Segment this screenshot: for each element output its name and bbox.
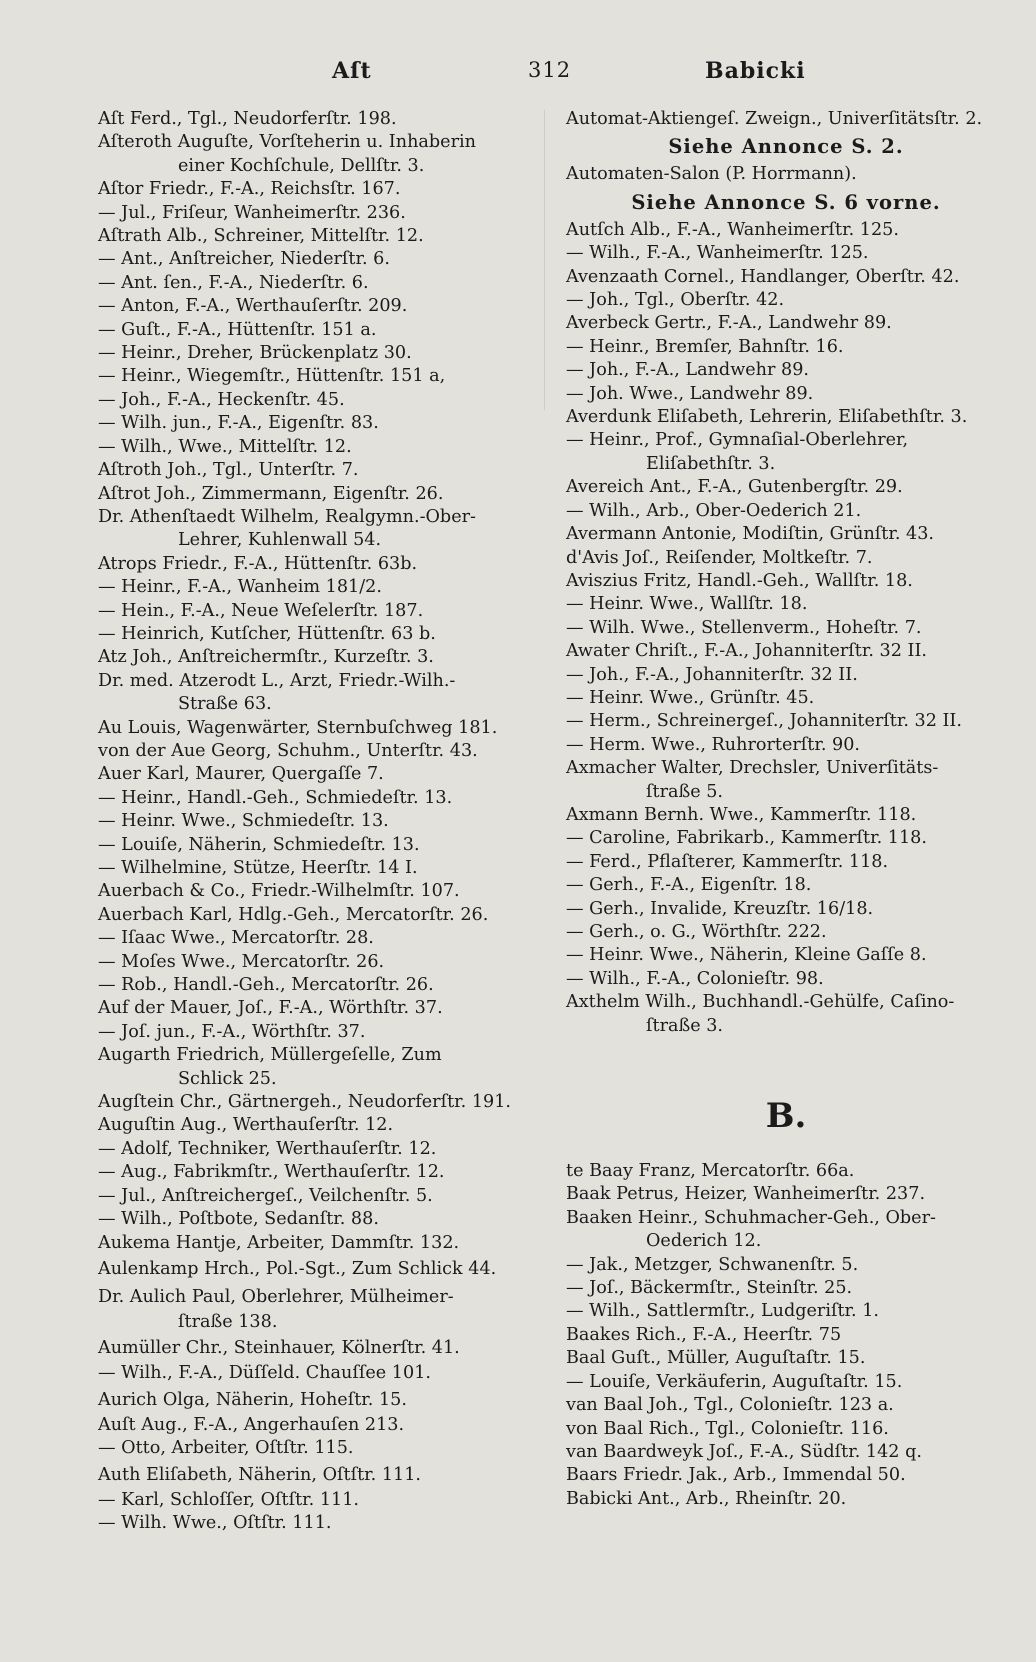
directory-entry: — Heinr., Bremſer, Bahnſtr. 16. [566,336,844,357]
directory-entry: — Louiſe, Näherin, Schmiedeſtr. 13. [98,834,420,855]
directory-entry: Averbeck Gertr., F.-A., Landwehr 89. [566,313,892,334]
column-divider [544,110,545,410]
directory-entry: — Moſes Wwe., Mercatorſtr. 26. [98,951,385,972]
directory-entry: Auerbach & Co., Friedr.-Wilhelmſtr. 107. [98,881,460,902]
directory-entry: — Heinr., Wiegemſtr., Hüttenſtr. 151 a, [98,366,446,387]
directory-entry: — Rob., Handl.-Geh., Mercatorſtr. 26. [98,975,434,996]
header-left-keyword: Aſt [332,58,372,84]
directory-entry: Averdunk Eliſabeth, Lehrerin, Eliſabethſtr. 3. [566,407,968,428]
directory-entry-continuation: einer Kochſchule, Dellſtr. 3. [178,155,425,176]
directory-entry: — Hein., F.-A., Neue Weſelerſtr. 187. [98,600,424,621]
directory-entry: — Iſaac Wwe., Mercatorſtr. 28. [98,928,374,949]
directory-entry: Avenzaath Cornel., Handlanger, Oberſtr. 42. [566,266,960,287]
directory-entry: — Otto, Arbeiter, Oſtſtr. 115. [98,1438,354,1459]
directory-entry: — Wilh., Sattlermſtr., Ludgeriſtr. 1. [566,1301,879,1322]
directory-entry: — Heinr. Wwe., Grünſtr. 45. [566,687,815,708]
directory-entry: — Heinr., Prof., Gymnaſial-Oberlehrer, [566,430,909,451]
directory-entry: — Ant., Anſtreicher, Niederſtr. 6. [98,249,390,270]
directory-entry: Baak Petrus, Heizer, Wanheimerſtr. 237. [566,1184,926,1205]
directory-entry: — Heinr., Handl.-Geh., Schmiedeſtr. 13. [98,787,453,808]
directory-entry: — Wilh. jun., F.-A., Eigenſtr. 83. [98,413,379,434]
directory-entry: Auer Karl, Maurer, Quergaſſe 7. [98,764,384,785]
directory-entry: — Joh., F.-A., Landwehr 89. [566,360,809,381]
directory-entry: — Gerh., o. G., Wörthſtr. 222. [566,922,827,942]
directory-entry: Dr. Aulich Paul, Oberlehrer, Mülheimer- [98,1286,454,1307]
directory-entry-continuation: ſtraße 3. [646,1015,724,1036]
directory-entry-continuation: Lehrer, Kuhlenwall 54. [178,530,382,551]
directory-entry: — Herm. Wwe., Ruhrorterſtr. 90. [566,734,860,755]
directory-entry: — Joh., Tgl., Oberſtr. 42. [566,290,785,311]
directory-entry-continuation: Straße 63. [178,694,272,715]
directory-entry: — Wilh., Wwe., Mittelſtr. 12. [98,436,352,457]
directory-entry: Awater Chriſt., F.-A., Johanniterſtr. 32 II. [566,641,927,662]
directory-entry: — Wilh. Wwe., Oſtſtr. 111. [98,1512,332,1533]
header-right-keyword: Babicki [705,58,806,84]
right-column [566,108,1006,1511]
directory-entry: — Anton, F.-A., Werthauſerſtr. 209. [98,296,408,317]
page-number: 312 [528,58,572,82]
directory-entry: Aumüller Chr., Steinhauer, Kölnerſtr. 41. [98,1338,460,1359]
directory-entry-continuation: ſtraße 5. [646,781,724,802]
directory-entry: — Wilh., Poſtbote, Sedanſtr. 88. [98,1209,379,1230]
directory-entry: — Heinr. Wwe., Näherin, Kleine Gaſſe 8. [566,945,927,966]
directory-entry-continuation: Eliſabethſtr. 3. [646,453,776,474]
directory-entry: Aſtrot Joh., Zimmermann, Eigenſtr. 26. [98,483,444,504]
directory-entry: Dr. Athenſtaedt Wilhelm, Realgymn.-Ober- [98,506,476,527]
directory-entry: Baaken Heinr., Schuhmacher-Geh., Ober- [566,1207,936,1228]
directory-entry: Auth Eliſabeth, Näherin, Oſtſtr. 111. [98,1464,421,1485]
directory-entry: — Heinr. Wwe., Schmiedeſtr. 13. [98,811,389,832]
directory-entry-continuation: Schlick 25. [178,1068,277,1089]
directory-entry: Automaten-Salon (P. Horrmann). [566,164,857,185]
directory-entry: — Jul., Anſtreichergeſ., Veilchenſtr. 5. [98,1185,433,1206]
directory-entry: — Heinr., F.-A., Wanheim 181/2. [98,577,382,598]
directory-entry: — Caroline, Fabrikarb., Kammerſtr. 118. [566,828,927,849]
directory-entry: Avereich Ant., F.-A., Gutenbergſtr. 29. [566,477,903,498]
directory-entry: — Ant. ſen., F.-A., Niederſtr. 6. [98,272,369,293]
annonce-notice: Siehe Annonce S. 6 vorne. [631,190,941,214]
directory-entry: Aſteroth Auguſte, Vorſteherin u. Inhaberin [98,132,476,153]
directory-entry: — Guſt., F.-A., Hüttenſtr. 151 a. [98,319,377,340]
directory-entry: — Wilh., Arb., Ober-Oederich 21. [566,500,862,521]
directory-entry: Babicki Ant., Arb., Rheinſtr. 20. [566,1488,847,1509]
directory-entry: — Adolf, Techniker, Werthauſerſtr. 12. [98,1138,437,1159]
directory-entry: — Jak., Metzger, Schwanenſtr. 5. [566,1254,859,1275]
directory-entry: Baakes Rich., F.-A., Heerſtr. 75 [566,1324,842,1345]
directory-entry: Avermann Antonie, Modiſtin, Grünſtr. 43. [566,524,935,545]
directory-entry: Augſtein Chr., Gärtnergeh., Neudorferſtr. 191. [98,1092,512,1113]
directory-entry: — Joh. Wwe., Landwehr 89. [566,383,814,404]
directory-entry: Aſtor Friedr., F.-A., Reichsſtr. 167. [98,179,401,200]
directory-entry: — Heinr. Wwe., Wallſtr. 18. [566,594,808,615]
directory-entry: — Heinr., Dreher, Brückenplatz 30. [98,343,412,364]
directory-entry: Axmacher Walter, Drechsler, Univerſitäts- [566,758,939,779]
directory-entry: Auf der Mauer, Joſ., F.-A., Wörthſtr. 37. [98,998,443,1019]
right-column-top [566,108,1006,1038]
directory-entry: d'Avis Joſ., Reiſender, Moltkeſtr. 7. [566,547,873,568]
directory-entry: Automat-Aktiengeſ. Zweign., Univerſitätsſtr. 2. [566,109,983,129]
directory-entry: van Baal Joh., Tgl., Colonieſtr. 123 a. [566,1395,894,1416]
directory-entry: Baal Guſt., Müller, Auguſtaſtr. 15. [566,1348,866,1369]
directory-entry: — Joh., F.-A., Heckenſtr. 45. [98,389,345,410]
directory-entry-continuation: Oederich 12. [646,1231,762,1252]
directory-entry: von der Aue Georg, Schuhm., Unterſtr. 43. [98,740,478,761]
directory-entry: — Wilh., F.-A., Düſſeld. Chauſſee 101. [98,1363,431,1384]
directory-entry: — Louiſe, Verkäuferin, Auguſtaſtr. 15. [566,1371,903,1392]
directory-entry: Augarth Friedrich, Müllergeſelle, Zum [98,1045,442,1066]
annonce-notice: Siehe Annonce S. 2. [668,135,904,159]
directory-entry: — Aug., Fabrikmſtr., Werthauſerſtr. 12. [98,1162,445,1183]
directory-entry: Axthelm Wilh., Buchhandl.-Gehülfe, Caſino- [566,992,955,1013]
directory-entry: Dr. med. Atzerodt L., Arzt, Friedr.-Wilh.- [98,670,456,691]
directory-entry: Aviszius Fritz, Handl.-Geh., Wallſtr. 18. [566,570,913,591]
directory-entry: — Gerh., F.-A., Eigenſtr. 18. [566,875,812,896]
directory-entry: — Heinrich, Kutſcher, Hüttenſtr. 63 b. [98,623,436,644]
directory-entry: — Herm., Schreinergeſ., Johanniterſtr. 32 II. [566,711,962,732]
directory-entry: von Baal Rich., Tgl., Colonieſtr. 116. [566,1418,889,1439]
right-column-bottom [566,1160,1006,1511]
directory-entry: Auguſtin Aug., Werthauſerſtr. 12. [98,1115,394,1136]
directory-entry: — Wilhelmine, Stütze, Heerſtr. 14 I. [98,858,418,878]
directory-entry: van Baardweyk Joſ., F.-A., Südſtr. 142 q. [566,1441,922,1462]
directory-entry: Baars Friedr. Jak., Arb., Immendal 50. [566,1465,906,1486]
directory-entry: Auerbach Karl, Hdlg.-Geh., Mercatorſtr. 26. [98,904,489,925]
directory-entry: — Wilh., F.-A., Colonieſtr. 98. [566,968,824,989]
directory-entry: — Wilh., F.-A., Wanheimerſtr. 125. [566,243,869,264]
directory-entry: te Baay Franz, Mercatorſtr. 66a. [566,1161,855,1182]
directory-entry: Autſch Alb., F.-A., Wanheimerſtr. 125. [566,219,899,240]
directory-entry: Aulenkamp Hrch., Pol.-Sgt., Zum Schlick 44. [98,1258,497,1279]
directory-entry: — Gerh., Invalide, Kreuzſtr. 16/18. [566,898,874,919]
directory-entry: Aukema Hantje, Arbeiter, Dammſtr. 132. [98,1232,460,1253]
directory-entry: Auſt Aug., F.-A., Angerhauſen 213. [98,1414,405,1435]
directory-entry: Atz Joh., Anſtreichermſtr., Kurzeſtr. 3. [98,647,434,668]
left-column [98,108,538,1535]
section-letter-heading: B. [765,1096,807,1137]
directory-entry: Au Louis, Wagenwärter, Sternbuſchweg 181. [98,717,498,738]
directory-entry: Axmann Bernh. Wwe., Kammerſtr. 118. [566,804,917,825]
directory-entry: — Joſ. jun., F.-A., Wörthſtr. 37. [98,1021,366,1042]
directory-entry: — Ferd., Pflaſterer, Kammerſtr. 118. [566,851,889,872]
directory-entry-continuation: ſtraße 138. [178,1311,278,1332]
directory-entry: Aſtroth Joh., Tgl., Unterſtr. 7. [98,460,359,481]
directory-entry: — Wilh. Wwe., Stellenverm., Hoheſtr. 7. [566,617,922,638]
directory-entry: Aſtrath Alb., Schreiner, Mittelſtr. 12. [98,226,424,247]
directory-entry: Atrops Friedr., F.-A., Hüttenſtr. 63b. [98,553,418,574]
directory-entry: — Joſ., Bäckermſtr., Steinſtr. 25. [566,1278,853,1299]
directory-entry: — Joh., F.-A., Johanniterſtr. 32 II. [566,664,858,685]
directory-entry: Aſt Ferd., Tgl., Neudorferſtr. 198. [98,109,397,129]
directory-entry: Aurich Olga, Näherin, Hoheſtr. 15. [98,1389,407,1410]
directory-entry: — Jul., Friſeur, Wanheimerſtr. 236. [98,202,406,223]
directory-entry: — Karl, Schloſſer, Oſtſtr. 111. [98,1489,360,1510]
